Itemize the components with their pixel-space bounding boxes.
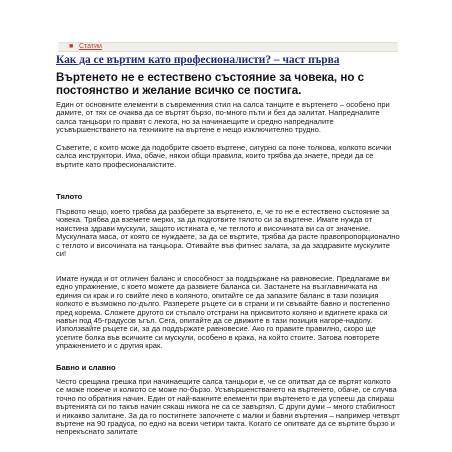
intro-paragraph-1: Един от основните елементи в съвременния стил на салса танците е въртенето – особено при дамите, от тях се очаква да се въртят бързо, по-много пъти и без да залитат. Напредналите салса танцьори го правят с лекота, но за начинаещите и средно напредналите усъвършенстването на техниките на въртене е нещо изключително трудно. — [56, 100, 390, 135]
bullet-icon: ■ — [69, 43, 74, 50]
breadcrumb-bar — [58, 42, 398, 52]
breadcrumb-link-articles[interactable]: Статии — [79, 43, 102, 50]
article-lead: Въртенето не е естествено състояние за човека, но с постоянство и желание всичко се постига. — [56, 71, 365, 97]
body-paragraph-1: Първото нещо, което трябва да разберете за въртенето, е, че то не е естествено състояние за човека. Трябва да вземете мерки, за да подготвите тялото си за въртене. Имате нужда от наистина здрави мускули, защото истината е, че теглото и височината ви са от значение. Мускулната маса, от която се нуждаете, за да се въртите, трябва да расте правопропорционално с теглото и височината на танцьора. Отивайте във фитнес залата, за да заздравите мускулите си! — [56, 207, 400, 259]
section-heading-body: Тялото — [56, 192, 83, 201]
slow-paragraph-1: Често срещана грешка при начинаещите салса танцьори е, че се опитват да се въртят колкото се може повече и колкото се може по-бързо. Усъвършенстването на въртенето, обаче, се случва точно по обратния начин. Един от най-важните елементи при въртенето е да успееш да спираш въртенията си по такъв начин сякаш никога не са се завъртял. С други думи – много стабилност и никакво залитане. За да го постигнете започнете с малки и бавни въртения – например четвърт въртене на 90 градуса, по едно на всеки четири такта. Когато се опитвате да се въртите бързо и непрекъснато залитате — [56, 377, 400, 437]
article-title[interactable]: Как да се въртим като професионалисти? – част първа — [56, 54, 340, 66]
intro-paragraph-2: Съветите, с които може да подобрите своето въртене, сигурно са поне толкова, колкото всички салса инструктори. Има, обаче, някои общи правила, които трябва да знаете, преди да се въртите като професионалистите. — [56, 143, 392, 169]
body-paragraph-2: Имате нужда и от отличен баланс и способност за поддържане на равновесие. Предлагаме ви едно упражнение, с което можете да развиете баланса си. Застанете на възглавничката на единия си крак и го свийте леко в коляното, опитайте се да запазите баланс в тази позиция колкото е възможно по-дълго. Разперете ръцете си в страни и ги свъвайте бавно и постепенно пред корема. Сложете другото си стъпало отстрани на присвитото коляно и вдигнете крака си навън под 45-градусов ъгъл. Сега, опитайте да се движите в тази позиция нагоре-надолу. Използвайте ръцете си, за да поддържате равновесие. Ако го правите правилно, скоро ще усетите болка във всичките си мускули, особено в крака, на който стоите. Затова повторете упражнението и с другия крак. — [56, 274, 390, 351]
section-heading-slow: Бавно и славно — [56, 363, 116, 372]
